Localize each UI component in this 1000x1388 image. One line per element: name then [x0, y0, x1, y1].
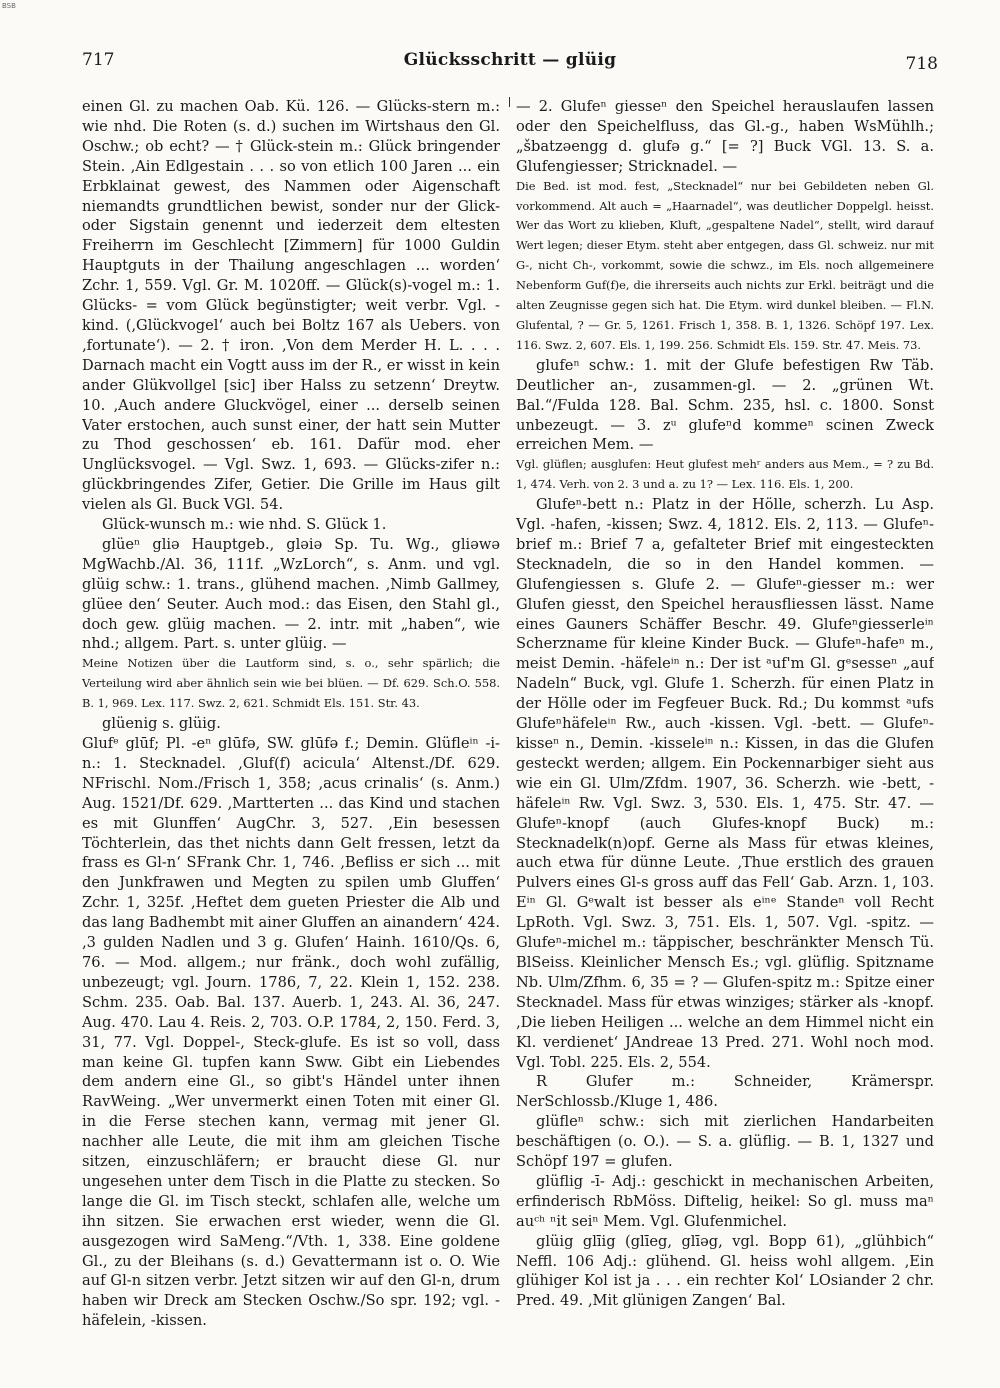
entry-paragraph: Glufeⁿ-bett n.: Platz in der Hölle, scherzh. Lu Asp. Vgl. -hafen, -kissen; Swz. 4, 1812. Els. 2, 113. — Glufeⁿ-brief m.: Brief 7 a, gefalteter Brief mit eingesteckten Stecknadeln, die so in den Handel kommen. — Glufengiessen s. Glufe 2. — Glufeⁿ-giesser m.: wer Glufen giesst, den Speichel herausfliessen lässt. Name eines Gauners Schäffer Beschr. 49. Glufeⁿgiesserleⁱⁿ Scherzname für kleine Kinder Buck. — Glufeⁿ-hafeⁿ m., meist Demin. -häfeleⁱⁿ n.: Der ist ᵃuf'm Gl. gᵉsesseⁿ „auf Nadeln“ Buck, vgl. Glufe 1. Scherzh. für einen Platz in der Hölle oder im Fegfeuer Buck. Rd.; Du kommst ᵃufs Glufeⁿhäfeleⁱⁿ Rw., auch -kissen. Vgl. -bett. — Glufeⁿ-kisseⁿ n., Demin. -kisseleⁱⁿ n.: Kissen, in das die Glufen gesteckt werden; allgem. Ein Pockennarbiger sieht aus wie ein Gl. Ulm/Zfdm. 1907, 36. Scherzh. wie -bett, -häfeleⁱⁿ Rw. Vgl. Swz. 3, 530. Els. 1, 475. Str. 47. — Glufeⁿ-knopf (auch Glufes-knopf Buck) m.: Stecknadelk(n)opf. Gerne als Mass für etwas kleines, auch etwa für dünne Leute. ‚Thue erstlich des grauen Pulvers eines Gl-s gross auff das Fell‘ Gab. Arzn. 1, 103. Eⁱⁿ Gl. Gᵉwalt ist besser als eⁱⁿᵉ Standeⁿ voll Recht LpRoth. Vgl. Swz. 3, 751. Els. 1, 507. Vgl. -spitz. — Glufeⁿ-michel m.: täppischer, beschränkter Mensch Tü. BlSeiss. Kleinlicher Mensch Es.; vgl. glüflig. Spitzname Nb. Ulm/Zfhm. 6, 35 = ? — Glufen-spitz m.: Spitze einer Stecknadel. Mass für etwas winziges; stärker als -knopf. ‚Die lieben Heiligen ... welche an dem Himmel nicht ein Kl. verdienet‘ JAndreae 13 Pred. 271. Wohl noch mod. Vgl. Tobl. 225. Els. 2, 554. [516, 496, 934, 1071]
note-paragraph: Meine Notizen über die Lautform sind, s. o., sehr spärlich; die Verteilung wird aber ähnlich sein wie bei blüen. — Df. 629. Sch.O. 558. B. 1, 969. Lex. 117. Swz. 2, 621. Schmidt Els. 151. Str. 43. [82, 656, 500, 711]
page-number-right: 718 [905, 54, 938, 74]
entry-paragraph: glufeⁿ schw.: 1. mit der Glufe befestigen Rw Täb. Deutlicher an-, zusammen-gl. — 2. „grünen Wt. Bal.“/Fulda 128. Bal. Schm. 235, hsl. c. 1800. Sonst unbezeugt. — 3. zᵘ glufeⁿd kommeⁿ scinen Zweck erreichen Mem. — [516, 356, 934, 454]
entry-paragraph: — 2. Glufeⁿ giesseⁿ den Speichel herauslaufen lassen oder den Speichelfluss, das Gl.-g., haben WsMühlh.; „šbatzəengg d. glufə g.“ [= ?] Buck VGl. 13. S. a. Glufengiesser; Stricknadel. — [516, 98, 934, 175]
entry-paragraph: R Glufer m.: Schneider, Krämerspr. NerSchlossb./Kluge 1, 486. [516, 1073, 934, 1111]
entry-paragraph: glüenig s. glüig. [102, 715, 221, 733]
entry-paragraph: glüeⁿ gliə Hauptgeb., gləiə Sp. Tu. Wg., gliəwə MgWachb./Al. 36, 111f. „WzLorch“, s. Anm. und vgl. glüig schw.: 1. trans., glühend machen. ‚Nimb Gallmey, glüee den‘ Seuter. Auch mod.: das Eisen, den Stahl gl., doch gew. glüig machen. — 2. intr. mit „haben“, wie nhd.; allgem. Part. s. unter glüig. — [82, 535, 500, 653]
left-column [82, 97, 500, 1347]
entry-paragraph: glüfleⁿ schw.: sich mit zierlichen Handarbeiten beschäftigen (o. O.). — S. a. glüflig. — B. 1, 1327 und Schöpf 197 = glufen. [516, 1113, 934, 1171]
note-paragraph: Vgl. glüflen; ausglufen: Heut glufest mehʳ anders aus Mem., = ? zu Bd. 1, 474. Verh. von 2. 3 und a. zu 1? — Lex. 116. Els. 1, 200. [516, 457, 934, 492]
page-number-left: 717 [82, 50, 115, 70]
entry-paragraph: Glück-wunsch m.: wie nhd. S. Glück 1. [102, 516, 387, 534]
library-stamp: BSB [2, 2, 16, 10]
column-separator [509, 97, 510, 107]
entry-paragraph: einen Gl. zu machen Oab. Kü. 126. — Glücks-stern m.: wie nhd. Die Roten (s. d.) suchen im Wirtshaus den Gl. Oschw.; ob echt? — † Glück-stein m.: Glück bringender Stein. ‚Ain Edlgestain . . . so von etlich 100 Jaren ... ein Erbklainat gewest, des Nammen oder Aigenschaft niemandts grundtlichen bewist, sonder nur der Glick- oder Sigstain genennt und iederzeit dem eltesten Freiherrn im Geschlecht [Zimmern] für 1000 Guldin Hauptguts in der Thailung angeschlagen ... worden‘ Zchr. 1, 559. Vgl. Gr. M. 1020ff. — Glück(s)-vogel m.: 1. Glücks- = vom Glück begünstigter; weit verbr. Vgl. -kind. (‚Glückvogel‘ auch bei Boltz 167 als Uebers. von ‚fortunate‘). — 2. † iron. ‚Von dem Merder H. L. . . . Darnach macht ein Vogtt auss im der R., er wisst in kein ander Glükvollgel [sic] iber Halss zu setzenn‘ Dreytw. 10. ‚Auch andere Gluckvögel, einer ... derselb seinen Vater erstochen, auch sunst einer, der hatt sein Mutter zu Thod geschossen‘ eb. 161. Dafür mod. eher Unglücksvogel. — Vgl. Swz. 1, 693. — Glücks-zifer n.: glückbringendes Zifer, Getier. Die Grille im Haus gilt vielen als Gl. Buck VGl. 54. [82, 98, 500, 514]
entry-paragraph: Glufᵉ glūf; Pl. -eⁿ glūfə, SW. glūfə f.; Demin. Glüfleⁱⁿ -i- n.: 1. Stecknadel. ‚Gluf(f) acicula‘ Altenst./Df. 629. NFrischl. Nom./Frisch 1, 358; ‚acus crinalis‘ (s. Anm.) Aug. 1521/Df. 629. ‚Martterten ... das Kind und stachen es mit Glunffen‘ AugChr. 3, 527. ‚Ein besessen Töchterlein, das thet nichts dann Gelt fressen, letzt da frass es Gl-n‘ SFrank Chr. 1, 746. ‚Befliss er sich ... mit den Junkfrawen und Megten zu spilen umb Gluffen‘ Zchr. 1, 325f. ‚Heftet dem gueten Priester die Alb und das lang Badhembt mit ainer Gluffen an ainandern‘ 424. ‚3 gulden Nadlen und 3 g. Glufen‘ Hainh. 1610/Qs. 6, 76. — Mod. allgem.; nur fränk., doch wohl zufällig, unbezeugt; vgl. Journ. 1786, 7, 22. Klein 1, 152. 238. Schm. 235. Oab. Bal. 137. Auerb. 1, 243. Al. 36, 247. Aug. 470. Lau 4. Reis. 2, 703. O.P. 1784, 2, 150. Ferd. 3, 31, 77. Vgl. Doppel-, Steck-glufe. Es ist so voll, dass man keine Gl. tupfen kann Sww. Gibt ein Liebendes dem andern eine Gl., so gibt's Händel unter ihnen RavWeing. „Wer unvermerkt einen Toten mit einer Gl. in die Ferse stechen kann, vermag mit jener Gl. nachher alle Leute, die mit ihm am gleichen Tische sitzen, einzuschläfern; er braucht diese Gl. nur ungesehen unter dem Tisch in die Platte zu stecken. So lange die Gl. im Tisch steckt, schlafen alle, welche um ihn sitzen. Sie erwachen erst wieder, wenn die Gl. ausgezogen wird SaMeng.“/Vth. 1, 338. Eine goldene Gl., zu der Bleihans (s. d.) Gevattermann ist o. O. Wie auf Gl-n sitzen verbr. Jetzt sitzen wir auf den Gl-n, drum haben wir Dreck am Stecken Oschw./So spr. 192; vgl. -häfelein, -kissen. [82, 735, 500, 1330]
running-header [82, 50, 938, 80]
note-paragraph: Die Bed. ist mod. fest, „Stecknadel“ nur bei Gebildeten neben Gl. vorkommend. Alt auch = „Haarnadel“, was deutlicher Doppelgl. heisst. Wer das Wort zu klieben, Kluft, „gespaltene Nadel“, stellt, wird darauf Wert legen; dieser Etym. steht aber entgegen, dass Gl. schweiz. nur mit G-, nicht Ch-, vorkommt, sowie die schwz., im Els. noch allgemeinere Nebenform Guf(f)e, die ihrerseits auch nichts zur Erkl. beiträgt und die alten Zeugnisse gegen sich hat. Die Etym. wird dunkel bleiben. — Fl.N. Glufental, ? — Gr. 5, 1261. Frisch 1, 358. B. 1, 1326. Schöpf 197. Lex. 116. Swz. 2, 607. Els. 1, 199. 256. Schmidt Els. 159. Str. 47. Meis. 73. [516, 178, 934, 352]
entry-paragraph: glüflig -ī- Adj.: geschickt in mechanischen Arbeiten, erfinderisch RbMöss. Diftelig, heikel: So gl. muss maⁿ auᶜʰ ⁿit seiⁿ Mem. Vgl. Glufenmichel. [516, 1172, 934, 1230]
entry-paragraph: glüig glīig (glīeg, glīəg, vgl. Bopp 61), „glühbich“ Neffl. 106 Adj.: glühend. Gl. heiss wohl allgem. ‚Ein glühiger Kol ist ja . . . ein rechter Kol‘ LOsiander 2 chr. Pred. 49. ‚Mit glünigen Zangen‘ Bal. [516, 1232, 934, 1310]
running-title: Glücksschritt — glüig [403, 50, 617, 70]
right-column [516, 97, 934, 1347]
